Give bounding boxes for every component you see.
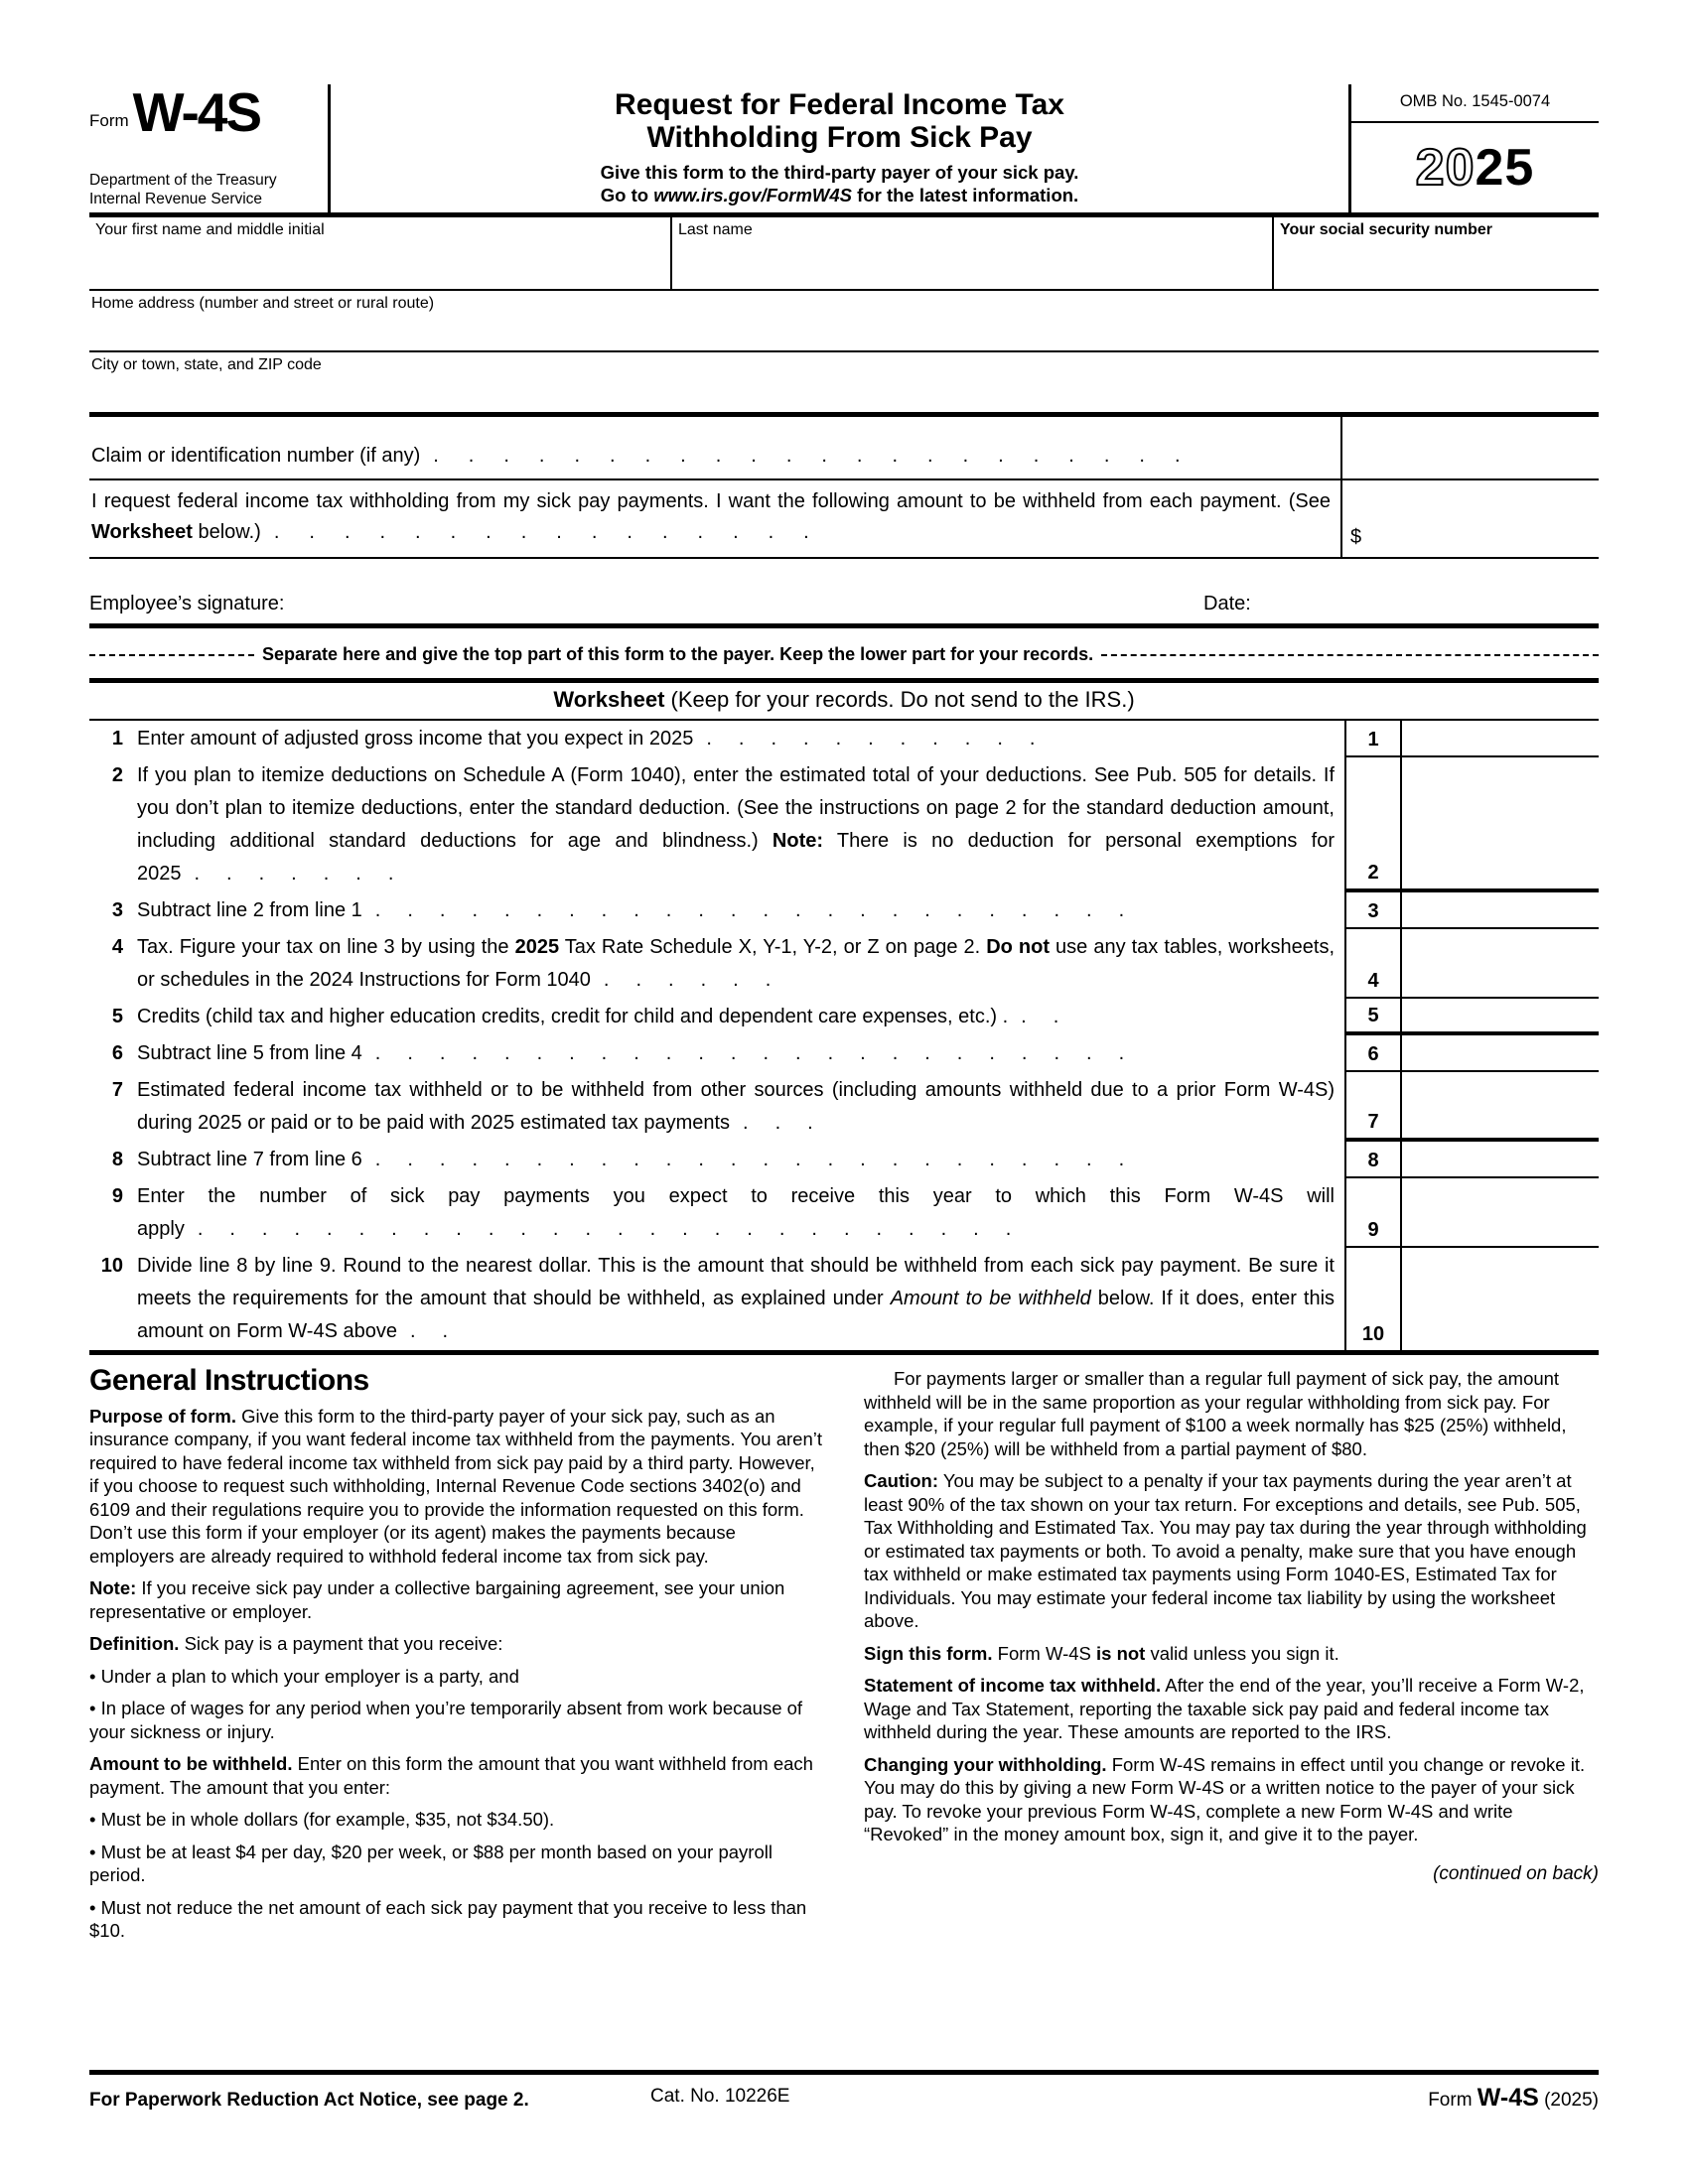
dot-leader: .. <box>409 1320 476 1342</box>
worksheet-line-number: 5 <box>111 1006 123 1027</box>
instructions-paragraph: • In place of wages for any period when you’re temporarily absent from work because of your sickness or injury. <box>89 1698 803 1742</box>
instructions-right-column <box>864 1367 1599 1952</box>
claim-number-row <box>89 417 1599 480</box>
instructions-paragraph: Amount to be withheld. Enter on this form the amount that you want withheld from each payment. The amount that you enter: <box>89 1753 813 1798</box>
instructions-paragraph: Sign this form. Form W-4S is not valid unless you sign it. <box>864 1642 1339 1664</box>
instructions-paragraph: Changing your withholding. Form W-4S remains in effect until you change or revoke it. You may do this by giving a new Form W-4S or a written notice to the payer of your sick pay. To revoke your previous Form W-4S, complete a new Form W-4S and write “Revoked” in the money amount box, sign it, and give it to the payer. <box>864 1753 1586 1844</box>
date-label: Date: <box>1203 593 1251 614</box>
worksheet-line-number-box: 6 <box>1344 1035 1402 1072</box>
worksheet-row <box>89 1248 1599 1350</box>
worksheet-line-text: Enter the number of sick pay payments you expect to receive this year to which this Form W-4S will apply .......................... <box>137 1185 1335 1240</box>
dot-leader: ................ <box>273 521 839 543</box>
worksheet-line-text: Tax. Figure your tax on line 3 by using the 2025 Tax Rate Schedule X, Y-1, Y-2, or Z on page 2. Do not use any tax tables, worksheets, or schedules in the 2024 Instructions for Form 1040 ...... <box>137 936 1335 991</box>
worksheet-row <box>89 929 1599 999</box>
instructions-paragraph: (continued on back) <box>1433 1862 1599 1884</box>
city-state-zip-field[interactable] <box>89 352 1599 417</box>
omb-year-block <box>1351 84 1599 212</box>
worksheet-line-6-entry[interactable] <box>1402 1035 1599 1072</box>
ssn-label: Your social security number <box>1280 221 1492 238</box>
dot-leader: ...... <box>603 969 798 991</box>
instructions-paragraph: Statement of income tax withheld. After the end of the year, you’ll receive a Form W-2, Wage and Tax Statement, reporting the taxable sick pay paid and federal income tax withheld during the year. These amounts are reported to the IRS. <box>864 1675 1585 1742</box>
worksheet-row <box>89 892 1599 929</box>
instructions-paragraph: • Must not reduce the net amount of each sick pay payment that you receive to less than $10. <box>89 1896 807 1941</box>
worksheet-line-number: 4 <box>111 936 123 958</box>
instructions-paragraph: Definition. Sick pay is a payment that you receive: <box>89 1633 503 1654</box>
worksheet-line-text: Estimated federal income tax withheld or to be withheld from other sources (including amounts withheld due to a prior Form W-4S) during 2025 or paid or to be paid with 2025 estimated tax payments ... <box>137 1079 1335 1134</box>
form-word: Form <box>89 111 129 131</box>
worksheet-line-text: Credits (child tax and higher education credits, credit for child and dependent care expenses, etc.) . .. <box>137 1006 1086 1027</box>
footer-form-id: Form W-4S (2025) <box>1428 2084 1599 2112</box>
worksheet-line-1-entry[interactable] <box>1402 721 1599 757</box>
instructions-paragraph: Purpose of form. Give this form to the third-party payer of your sick pay, such as an insurance company, if you want federal income tax withheld from the payments. You aren’t required to have federal income tax withheld from sick pay paid by a third party. However, if you choose to request such withholding, Internal Revenue Code sections 3402(o) and 6109 and their regulations require you to provide the information requested on this form. Don’t use this form if your employer (or its agent) makes the payments because employers are already required to withhold federal income tax from sick pay. <box>89 1405 823 1567</box>
worksheet-row <box>89 1142 1599 1178</box>
worksheet-row <box>89 1178 1599 1248</box>
claim-number-label: Claim or identification number (if any) ...................... <box>91 445 1210 467</box>
worksheet-rows <box>89 721 1599 1350</box>
dot-leader: ... <box>743 1112 840 1134</box>
claim-number-box[interactable] <box>1340 417 1599 478</box>
worksheet-line-8-entry[interactable] <box>1402 1142 1599 1178</box>
worksheet-line-7-entry[interactable] <box>1402 1072 1599 1142</box>
form-number: W-4S <box>132 81 261 143</box>
worksheet-line-number-box: 4 <box>1344 929 1402 999</box>
page-footer <box>89 2070 1599 2113</box>
withholding-request-row <box>89 480 1599 559</box>
form-title-line2: Withholding From Sick Pay <box>646 121 1033 154</box>
worksheet-line-number-box: 3 <box>1344 892 1402 929</box>
instructions-paragraph: • Must be in whole dollars (for example, $35, not $34.50). <box>89 1809 555 1830</box>
form-subtitle1: Give this form to the third-party payer of your sick pay. <box>600 162 1079 183</box>
worksheet-line-number: 9 <box>111 1185 123 1207</box>
worksheet-line-3-entry[interactable] <box>1402 892 1599 929</box>
worksheet-line-number-box: 2 <box>1344 757 1402 892</box>
instructions-paragraph: • Under a plan to which your employer is a party, and <box>89 1665 519 1687</box>
worksheet-row <box>89 1072 1599 1142</box>
worksheet-title: Worksheet (Keep for your records. Do not send to the IRS.) <box>89 683 1599 721</box>
dot-leader: .......................... <box>197 1218 1039 1240</box>
paperwork-notice: For Paperwork Reduction Act Notice, see page 2. <box>89 2090 529 2111</box>
worksheet-line-number-box: 1 <box>1344 721 1402 757</box>
dot-leader: ....... <box>194 863 421 885</box>
city-state-zip-label: City or town, state, and ZIP code <box>91 356 322 373</box>
catalog-number: Cat. No. 10226E <box>650 2086 790 2107</box>
worksheet-line-number-box: 5 <box>1344 999 1402 1035</box>
worksheet-line-number-box: 7 <box>1344 1072 1402 1142</box>
withholding-request-statement: I request federal income tax withholding from my sick pay payments. I want the following amount to be withheld from each payment. (See Worksheet below.) ................ <box>91 490 1331 543</box>
worksheet-line-10-entry[interactable] <box>1402 1248 1599 1350</box>
dot-leader: ........... <box>706 728 1062 750</box>
worksheet-line-number: 10 <box>100 1255 123 1277</box>
home-address-field[interactable] <box>89 291 1599 352</box>
last-name-label: Last name <box>678 221 753 238</box>
worksheet-line-4-entry[interactable] <box>1402 929 1599 999</box>
date-field[interactable] <box>1203 593 1599 615</box>
worksheet-line-number-box: 10 <box>1344 1248 1402 1350</box>
general-instructions <box>89 1355 1599 1952</box>
dollar-sign: $ <box>1350 526 1362 548</box>
dept-irs: Internal Revenue Service <box>89 191 263 207</box>
first-name-field[interactable] <box>89 217 672 289</box>
worksheet-line-text: Divide line 8 by line 9. Round to the nearest dollar. This is the amount that should be withheld from each sick pay payment. Be sure it meets the requirements for the amount that should be withheld, as explained under Amount to be withheld below. If it does, enter this amount on Form W-4S above .. <box>137 1255 1335 1342</box>
withholding-amount-input[interactable] <box>1340 480 1599 557</box>
worksheet-line-5-entry[interactable] <box>1402 999 1599 1035</box>
worksheet-line-text: If you plan to itemize deductions on Schedule A (Form 1040), enter the estimated total of your deductions. See Pub. 505 for details. If you don’t plan to itemize deductions, enter the standard deduction. (See the instructions on page 2 for the standard deduction amount, including additional standard deductions for age and blindness.) Note: There is no deduction for personal exemptions for 2025 ....... <box>137 764 1335 885</box>
home-address-label: Home address (number and street or rural route) <box>91 295 435 312</box>
tax-year: 2025 <box>1415 139 1535 197</box>
name-row <box>89 217 1599 291</box>
form-title-block <box>331 84 1351 212</box>
worksheet-line-number: 3 <box>111 899 123 921</box>
dash-line <box>89 654 254 656</box>
instructions-heading: General Instructions <box>89 1364 369 1397</box>
worksheet-row <box>89 757 1599 892</box>
instructions-paragraph: Note: If you receive sick pay under a collective bargaining agreement, see your union representative or employer. <box>89 1577 785 1622</box>
ssn-field[interactable] <box>1274 217 1599 289</box>
worksheet-row <box>89 721 1599 757</box>
worksheet-line-number: 8 <box>111 1149 123 1170</box>
last-name-field[interactable] <box>672 217 1274 289</box>
form-header <box>89 81 1599 217</box>
employee-signature-label: Employee’s signature: <box>89 593 285 614</box>
worksheet-line-9-entry[interactable] <box>1402 1178 1599 1248</box>
dept-treasury: Department of the Treasury <box>89 172 277 189</box>
worksheet-line-text: Subtract line 7 from line 6 ........................ <box>137 1149 1152 1170</box>
worksheet-line-number-box: 9 <box>1344 1178 1402 1248</box>
instructions-paragraph: For payments larger or smaller than a regular full payment of sick pay, the amount withheld will be in the same proportion as your regular withholding from sick pay. For example, if your regular full payment of $100 a week normally has $25 (25%) withheld, then $20 (25%) will be withheld from a partial payment of $80. <box>864 1368 1567 1459</box>
separator-instruction: Separate here and give the top part of this form to the payer. Keep the lower part for your records. <box>262 644 1094 664</box>
first-name-label: Your first name and middle initial <box>95 221 325 238</box>
worksheet-section <box>89 678 1599 1355</box>
worksheet-line-number: 2 <box>111 764 123 786</box>
form-title-line1: Request for Federal Income Tax <box>615 88 1064 121</box>
instructions-paragraph: • Must be at least $4 per day, $20 per week, or $88 per month based on your payroll period. <box>89 1841 773 1885</box>
omb-number: OMB No. 1545-0074 <box>1351 84 1599 123</box>
worksheet-line-number: 1 <box>111 728 123 750</box>
worksheet-line-text: Subtract line 2 from line 1 ........................ <box>137 899 1152 921</box>
dot-leader: ...................... <box>433 445 1210 467</box>
worksheet-line-2-entry[interactable] <box>1402 757 1599 892</box>
instructions-paragraph: Caution: You may be subject to a penalty if your tax payments during the year aren’t at least 90% of the tax shown on your tax return. For exceptions and details, see Pub. 505, Tax Withholding and Estimated Tax. You may pay tax during the year through withholding or estimated tax payments or both. To avoid a penalty, make sure that you have enough tax withheld or make estimated tax payments using Form 1040-ES, Estimated Tax for Individuals. You may estimate your federal income tax liability by using the worksheet above. <box>864 1470 1587 1631</box>
worksheet-line-text: Enter amount of adjusted gross income that you expect in 2025 ........... <box>137 728 1062 750</box>
worksheet-line-text: Subtract line 5 from line 4 ........................ <box>137 1042 1152 1064</box>
worksheet-line-number: 7 <box>111 1079 123 1101</box>
dash-line <box>1101 654 1599 656</box>
worksheet-line-number-box: 8 <box>1344 1142 1402 1178</box>
form-subtitle2: Go to www.irs.gov/FormW4S for the latest information. <box>600 185 1079 205</box>
worksheet-line-number: 6 <box>111 1042 123 1064</box>
dot-leader: .. <box>1021 1006 1086 1027</box>
dot-leader: ........................ <box>374 1149 1152 1170</box>
worksheet-row <box>89 1035 1599 1072</box>
dot-leader: ........................ <box>374 899 1152 921</box>
form-id-block <box>89 81 331 212</box>
signature-row <box>89 559 1599 628</box>
instructions-left-column <box>89 1364 824 1952</box>
worksheet-row <box>89 999 1599 1035</box>
dot-leader: ........................ <box>374 1042 1152 1064</box>
cut-separator <box>89 628 1599 678</box>
